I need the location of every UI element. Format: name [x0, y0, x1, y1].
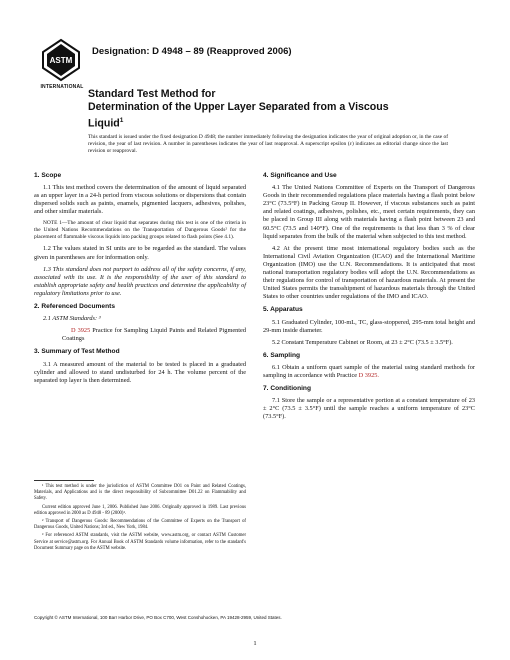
paragraph-4-1: 4.1 The United Nations Committee of Experts on the Transport of Dangerous Goods in their recommended regulations place materials having a flash point below 23°C (73.5°F) in Packing Group II. However, if viscous substances such as paint and related coatings, adhesives, polishes, etc., meet certain requirements, they can be placed in Group III along with materials having a flash point between 23 and 60.5°C (73.5 and 140°F). One of the requirements is that less than 3 % of clear liquid separates from the bulk of the material when subjected to this test method.	[263, 184, 475, 240]
paragraph-4-2: 4.2 At the present time most international regulatory bodies such as the International Civil Aviation Organization (ICAO) and the International Maritime Organization (IMO) use the U.N. Recommendations. It is anticipated that most national transportation regulatory bodies will adopt the U.N. Recommendations as their regulations for control of transportation of hazardous materials. At present the United States permits the transshipment of hazardous materials through the United States to other countries under regulations of the IMO and ICAO.	[263, 244, 475, 301]
footnote-3: ³ For referenced ASTM standards, visit the ASTM website, www.astm.org, or contact ASTM Customer Service at service@astm.org. For Annual Book of ASTM Standards volume information, refer to the standard's Document Summary page on the ASTM website.	[34, 533, 246, 551]
reference-d3925	[34, 327, 246, 343]
copyright-line: Copyright © ASTM International, 100 Barr Harbor Drive, PO Box C700, West Conshohocken, PA 19428-2959, United States.	[34, 615, 282, 620]
svg-text:ASTM: ASTM	[49, 56, 73, 65]
footnote-1: ¹ This test method is under the jurisdiction of ASTM Committee D01 on Paint and Related Coatings, Materials, and Applications and is the direct responsibility of Subcommittee D01.22 on Flammability and Safety.	[34, 484, 246, 502]
paragraph-3-1: 3.1 A measured amount of the material to be tested is placed in a graduated cylinder and allowed to stand undisturbed for 24 h. The volume percent of the separated top layer is then determined.	[34, 360, 246, 384]
right-column	[263, 172, 475, 425]
designation: Designation: D 4948 – 89 (Reapproved 2006)	[92, 46, 292, 57]
left-column	[34, 172, 246, 389]
paragraph-5-1: 5.1 Graduated Cylinder, 100-mL, TC, glass-stoppered, 295-mm total height and 29-mm inside diameter.	[263, 318, 475, 334]
paragraph-2-1: 2.1 ASTM Standards: ³	[43, 315, 101, 323]
title-footnote-mark: 1	[119, 117, 124, 124]
title-line-2: Determination of the Upper Layer Separated from a Viscous	[88, 101, 389, 113]
astm-logo-icon	[40, 38, 82, 82]
footnote-1-edition: Current edition approved June 1, 2006. Published June 2006. Originally approved in 1989. Last previous edition approved in 2000 as D 4948 - 89 (2000)¹.	[34, 504, 246, 516]
section-heading-scope: 1. Scope	[34, 172, 62, 179]
paragraph-1-1: 1.1 This test method covers the determination of the amount of liquid separated as an upper layer in a 24-h period from viscous solutions or dispersions that contain dispersed solids such as paints, enamels, pigmented lacquers, adhesives, polishes, and other similar materials.	[34, 184, 246, 216]
title-line-3: Liquid	[88, 117, 120, 130]
logo-caption: INTERNATIONAL	[40, 84, 84, 90]
section-heading-sampling: 6. Sampling	[263, 351, 301, 359]
paragraph-7-1: 7.1 Store the sample or a representative portion at a constant temperature of 23 ± 2°C (73.5 ± 3.5°F) until the sample reaches a uniform temperature of 23°C (73.5°F).	[263, 397, 475, 421]
reference-link-d3925[interactable]: D 3925	[71, 327, 91, 335]
section-heading-conditioning: 7. Conditioning	[263, 385, 311, 393]
footnote-divider	[34, 480, 94, 481]
paragraph-1-2: 1.2 The values stated in SI units are to be regarded as the standard. The values given in parentheses are for information only.	[34, 245, 246, 261]
paragraph-6-1	[263, 364, 475, 380]
paragraph-5-2: 5.2 Constant Temperature Cabinet or Room, at 23 ± 2°C (73.5 ± 3.5°F).	[272, 338, 453, 346]
page-number: 1	[253, 640, 257, 647]
section-heading-summary: 3. Summary of Test Method	[34, 348, 120, 356]
footnote-2: ² Transport of Dangerous Goods: Recommendations of the Committee of Experts on the Transport of Dangerous Goods, United Nations; 3rd ed., New York, 1984.	[34, 519, 246, 531]
section-heading-apparatus: 5. Apparatus	[263, 306, 303, 314]
note-1: NOTE 1—The amount of clear liquid that separates during this test is one of the criteria in the United Nations Recommendations on the Transportation of Dangerous Goods² for the placement of flammable viscous liquids into packing groups related to flash points (See 4.1).	[34, 220, 246, 241]
issued-note: This standard is issued under the fixed designation D 4948; the number immediately following the designation indicates the year of original adoption or, in the case of revision, the year of last revision. A number in parentheses indicates the year of last reapproval. A superscript epsilon (ε) indicates an editorial change since the last revision or reapproval.	[88, 134, 448, 155]
reference-link-d3925-sampling[interactable]: D 3925.	[358, 371, 379, 379]
reference-text: Practice for Sampling Liquid Paints and Related Pigmented Coatings	[62, 327, 246, 343]
section-heading-significance: 4. Significance and Use	[263, 172, 337, 179]
footnotes	[34, 484, 246, 554]
document-title	[88, 88, 448, 131]
paragraph-1-3: 1.3 This standard does not purport to address all of the safety concerns, if any, associated with its use. It is the responsibility of the user of this standard to establish appropriate safety and health practices and determine the applicability of regulatory limitations prior to use.	[34, 265, 246, 297]
section-heading-referenced-documents: 2. Referenced Documents	[34, 303, 115, 311]
paragraph-6-1-text: 6.1 Obtain a uniform quart sample of the material using standard methods for sampling in accordance with Practice	[263, 363, 475, 379]
title-line-1: Standard Test Method for	[88, 88, 216, 100]
